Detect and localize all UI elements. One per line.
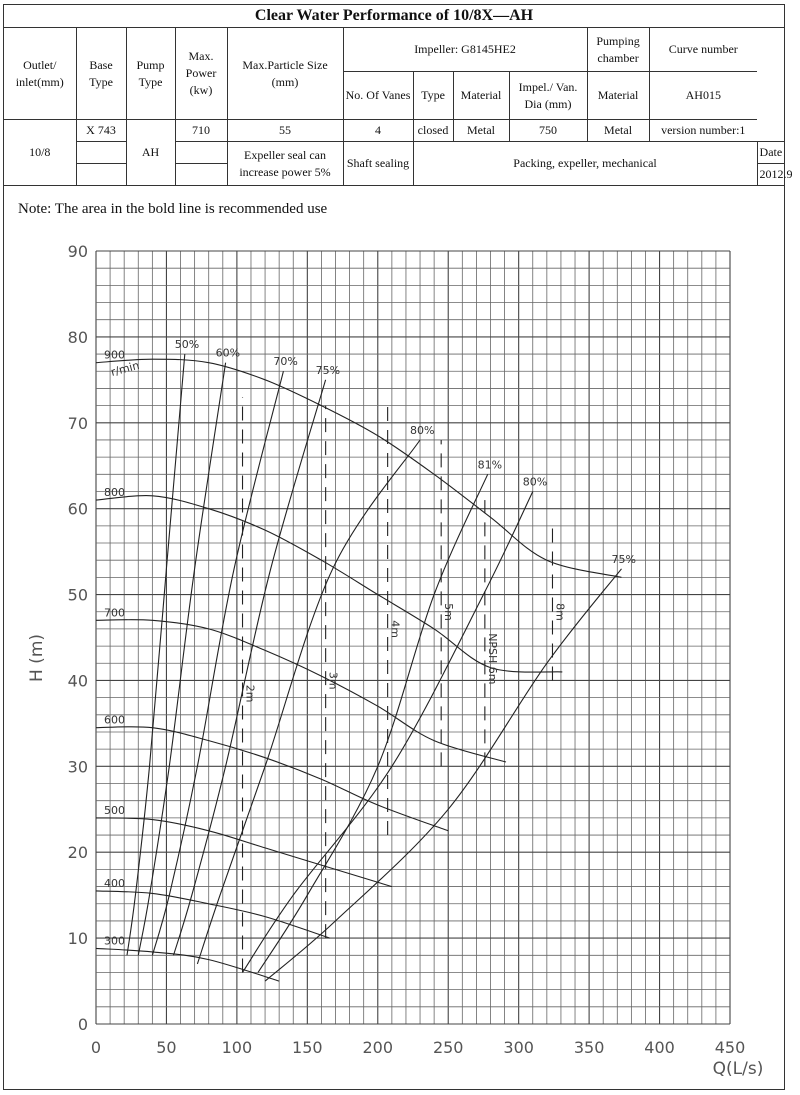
speed-curve-label: 700 bbox=[104, 606, 125, 620]
impeller-type-value: closed bbox=[413, 120, 453, 142]
y-tick-label: 70 bbox=[67, 413, 88, 433]
y-tick-label: 80 bbox=[67, 327, 88, 347]
header-pump-type: Pump Type bbox=[126, 28, 175, 120]
x-tick-label: 350 bbox=[573, 1038, 605, 1057]
speed-curve-label: 500 bbox=[104, 803, 125, 817]
header-impeller-type: Type bbox=[413, 72, 453, 120]
empty-cell bbox=[175, 142, 227, 164]
y-tick-label: 30 bbox=[67, 757, 88, 777]
speed-curve-label: 800 bbox=[104, 486, 125, 500]
impeller-diameter-value: 750 bbox=[509, 120, 587, 142]
efficiency-curve-label: 80% bbox=[522, 475, 548, 489]
x-axis-title: Q(L/s) bbox=[712, 1059, 764, 1079]
header-particle-size: Max.Particle Size (mm) bbox=[227, 28, 343, 120]
x-tick-label: 400 bbox=[644, 1038, 675, 1057]
speed-curve bbox=[96, 620, 506, 762]
y-tick-label: 20 bbox=[67, 843, 88, 863]
expeller-note: Expeller seal can increase power 5% bbox=[227, 142, 343, 186]
x-tick-label: 100 bbox=[221, 1038, 253, 1057]
x-tick-label: 50 bbox=[156, 1038, 177, 1057]
efficiency-curve-label: 75% bbox=[315, 363, 341, 377]
header-impeller-diameter: Impel./ Van. Dia (mm) bbox=[509, 72, 587, 120]
efficiency-curve-label: 80% bbox=[410, 423, 435, 437]
y-tick-label: 10 bbox=[67, 929, 88, 949]
date-label: Date bbox=[757, 142, 784, 164]
x-tick-label: 150 bbox=[292, 1038, 323, 1057]
max-power-value: 710 bbox=[175, 120, 227, 142]
recommended-use-note: Note: The area in the bold line is recommended use bbox=[18, 201, 328, 217]
sealing-types: Packing, expeller, mechanical bbox=[413, 142, 757, 186]
particle-size-value: 55 bbox=[227, 120, 343, 142]
x-tick-label: 300 bbox=[503, 1038, 534, 1057]
speed-curve bbox=[96, 948, 279, 981]
header-chamber-material: Material bbox=[587, 72, 649, 120]
chart-grid bbox=[96, 251, 730, 1024]
y-tick-label: 90 bbox=[67, 242, 88, 261]
speed-unit-label: r/min bbox=[109, 358, 141, 379]
empty-cell bbox=[175, 164, 227, 186]
y-tick-label: 40 bbox=[67, 671, 88, 691]
efficiency-curve bbox=[265, 569, 621, 981]
version-number: version number:1 bbox=[649, 120, 757, 142]
outlet-value: 10/8 bbox=[4, 120, 76, 186]
efficiency-curve-label: 50% bbox=[174, 338, 200, 352]
x-tick-label: 450 bbox=[714, 1038, 746, 1057]
y-tick-label: 50 bbox=[67, 585, 88, 605]
header-outlet: Outlet/ inlet(mm) bbox=[4, 28, 76, 120]
empty-cell bbox=[76, 142, 126, 164]
speed-curve-label: 300 bbox=[104, 934, 125, 948]
empty-cell bbox=[76, 164, 126, 186]
sheet-title: Clear Water Performance of 10/8X—AH bbox=[4, 5, 784, 28]
speed-curve-label: 400 bbox=[104, 876, 125, 890]
header-base-type: Base Type bbox=[76, 28, 126, 120]
y-tick-label: 0 bbox=[77, 1015, 88, 1034]
efficiency-curve bbox=[258, 474, 488, 972]
efficiency-curve-label: 75% bbox=[611, 552, 636, 566]
efficiency-curve-label: 60% bbox=[215, 346, 241, 360]
npsh-label: 2m bbox=[243, 684, 257, 703]
x-tick-label: 0 bbox=[90, 1038, 102, 1057]
header-pumping-chamber: Pumping chamber bbox=[587, 28, 649, 72]
header-impeller: Impeller: G8145HE2 bbox=[343, 28, 587, 72]
header-impeller-material: Material bbox=[453, 72, 509, 120]
axis-ticks bbox=[68, 242, 746, 1057]
speed-curve-label: 900 bbox=[104, 348, 125, 362]
npsh-label: 5m bbox=[442, 603, 456, 621]
shaft-sealing-label: Shaft sealing bbox=[343, 142, 413, 186]
npsh-label: 4m bbox=[388, 620, 402, 639]
npsh-label: 3m bbox=[326, 671, 340, 690]
header-curve-number: Curve number bbox=[649, 28, 757, 72]
efficiency-curve bbox=[138, 363, 225, 956]
speed-curve-label: 600 bbox=[104, 713, 125, 727]
efficiency-curves bbox=[127, 338, 636, 981]
x-tick-label: 200 bbox=[362, 1038, 394, 1057]
pump-type-value: AH bbox=[126, 120, 175, 186]
spec-table bbox=[4, 27, 793, 186]
base-type-value: X 743 bbox=[76, 120, 126, 142]
y-axis-title: H (m) bbox=[27, 633, 47, 683]
npsh-label: NPSH 6m bbox=[485, 633, 499, 685]
performance-chart bbox=[0, 224, 785, 1084]
header-max-power: Max. Power (kw) bbox=[175, 28, 227, 120]
header-vanes: No. Of Vanes bbox=[343, 72, 413, 120]
npsh-label: 8m bbox=[553, 603, 567, 621]
chamber-material-value: Metal bbox=[587, 120, 649, 142]
impeller-material-value: Metal bbox=[453, 120, 509, 142]
curve-number-value: AH015 bbox=[649, 72, 757, 120]
x-tick-label: 250 bbox=[432, 1038, 464, 1057]
date-value: 2012.9 bbox=[757, 164, 784, 186]
y-tick-label: 60 bbox=[67, 499, 88, 519]
efficiency-curve-label: 81% bbox=[477, 458, 503, 472]
efficiency-curve-label: 70% bbox=[273, 355, 298, 369]
vanes-value: 4 bbox=[343, 120, 413, 142]
